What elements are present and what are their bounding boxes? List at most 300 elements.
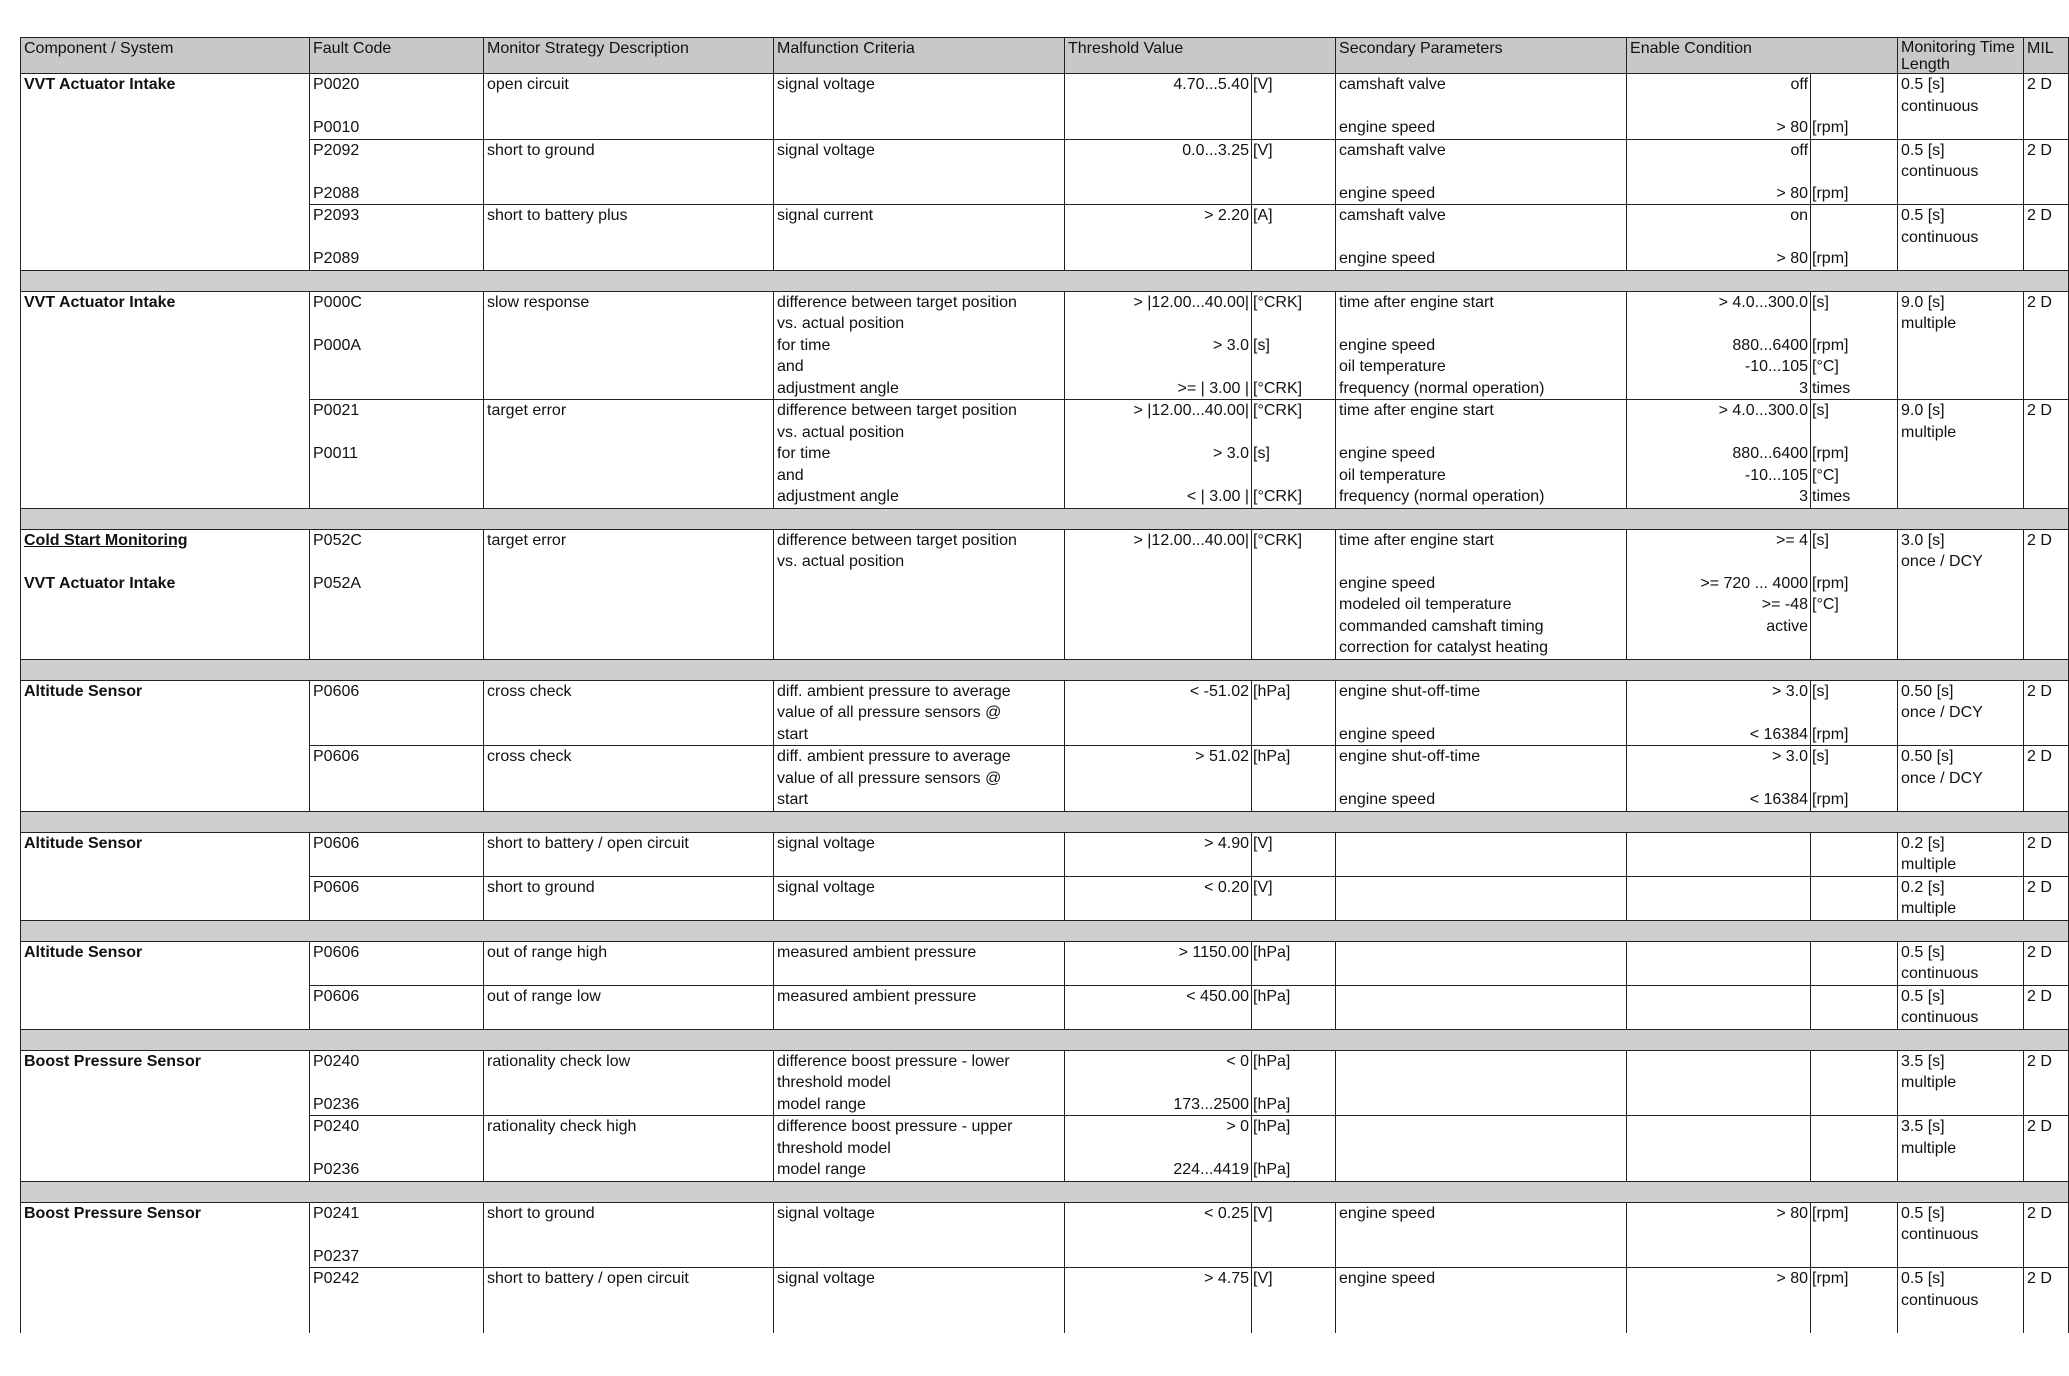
enable-condition-cell-line	[1630, 1159, 1808, 1181]
threshold-unit-cell-line: [hPa]	[1253, 682, 1291, 700]
threshold-value-cell-line	[1068, 465, 1249, 487]
malfunction-criteria-cell-line: adjustment angle	[777, 488, 899, 505]
mil-cell	[2024, 1268, 2069, 1333]
enable-unit-cell	[1811, 205, 1898, 271]
enable-condition-cell	[1627, 1268, 1811, 1333]
threshold-unit-cell-line	[1253, 1007, 1332, 1029]
monitoring-time-cell-line: 0.50 [s]	[1901, 748, 1954, 765]
enable-unit-cell	[1811, 139, 1898, 205]
fault-code-cell-line	[313, 854, 480, 876]
mil-cell	[2024, 400, 2069, 509]
fault-code-cell-line	[313, 1072, 480, 1094]
malfunction-criteria-cell	[774, 985, 1065, 1029]
malfunction-criteria-cell-line: measured ambient pressure	[777, 943, 977, 961]
fault-code-cell-line: P052A	[313, 574, 362, 592]
enable-condition-cell-line	[1630, 313, 1808, 335]
threshold-unit-cell	[1252, 985, 1336, 1029]
fault-code-cell-line	[313, 1311, 480, 1333]
group-separator	[21, 920, 2069, 941]
fault-code-cell-line: P0011	[313, 445, 359, 462]
fault-code-cell-line	[313, 616, 480, 638]
malfunction-criteria-cell	[774, 400, 1065, 509]
threshold-unit-cell-line	[1253, 313, 1332, 335]
threshold-value-cell-line	[1068, 724, 1249, 746]
fault-code-cell-line: P0010	[313, 119, 360, 136]
secondary-parameter-cell-line: correction for catalyst heating	[1339, 639, 1549, 656]
fault-code-cell-line	[313, 378, 480, 400]
enable-condition-cell-line: on	[1790, 207, 1809, 224]
monitoring-time-cell-line	[1901, 616, 2020, 638]
threshold-value-cell-line	[1068, 616, 1249, 638]
fault-code-cell-line	[313, 1138, 480, 1160]
malfunction-criteria-cell-line	[777, 1290, 1061, 1312]
monitoring-time-cell-line: multiple	[1901, 423, 1957, 441]
enable-condition-cell-line	[1630, 986, 1808, 1008]
secondary-parameter-cell-line	[1339, 898, 1623, 920]
secondary-parameter-cell-line: engine speed	[1339, 119, 1436, 136]
secondary-parameter-cell-line	[1339, 1246, 1623, 1268]
mil-value: 2 D	[2027, 76, 2052, 93]
monitoring-time-cell-line	[1901, 1246, 2020, 1268]
fault-code-cell	[310, 985, 484, 1029]
secondary-parameter-cell-line: engine speed	[1339, 250, 1436, 267]
enable-unit-cell	[1811, 680, 1898, 746]
fault-code-cell-line: P2092	[313, 141, 360, 159]
header-mil: MIL	[2024, 38, 2069, 74]
separator-cell	[21, 920, 2069, 941]
table-row	[21, 832, 2069, 876]
fault-code-cell-line	[313, 313, 480, 335]
threshold-value-cell	[1065, 680, 1252, 746]
malfunction-criteria-cell-line: difference between target position	[777, 402, 1017, 419]
secondary-parameter-cell	[1336, 1268, 1627, 1333]
fault-code-cell-line	[313, 486, 480, 508]
fault-code-cell-line: P0236	[313, 1161, 360, 1178]
malfunction-criteria-cell-line: and	[777, 358, 804, 375]
secondary-parameter-cell-line: engine speed	[1339, 336, 1436, 354]
threshold-value-cell-line	[1068, 702, 1249, 724]
enable-unit-cell-line: [rpm]	[1812, 574, 1849, 592]
malfunction-criteria-cell-line	[777, 183, 1061, 205]
malfunction-criteria-cell-line	[777, 161, 1061, 183]
monitoring-time-cell	[1898, 746, 2024, 812]
enable-unit-cell	[1811, 74, 1898, 140]
component-cell	[21, 832, 310, 920]
enable-condition-cell-line: >= -48	[1761, 596, 1809, 613]
fault-code-cell-line: P0606	[313, 682, 360, 700]
enable-condition-cell-line	[1630, 1290, 1808, 1312]
enable-unit-cell-line	[1812, 1159, 1894, 1181]
threshold-unit-cell-line: [hPa]	[1253, 943, 1291, 961]
enable-unit-cell-line	[1812, 963, 1894, 985]
fault-code-cell-line	[313, 227, 480, 249]
monitoring-time-cell	[1898, 139, 2024, 205]
component-cell	[21, 941, 310, 1029]
monitoring-time-cell-line: continuous	[1901, 1226, 1979, 1243]
mil-value: 2 D	[2027, 748, 2052, 765]
malfunction-criteria-cell	[774, 291, 1065, 400]
monitor-description-cell	[484, 941, 774, 985]
enable-unit-cell-line: [rpm]	[1812, 1204, 1849, 1222]
group-separator	[21, 659, 2069, 680]
secondary-parameter-cell	[1336, 876, 1627, 920]
secondary-parameter-cell-line: engine speed	[1339, 1270, 1436, 1287]
secondary-parameter-cell	[1336, 746, 1627, 812]
monitoring-time-cell-line: continuous	[1901, 1009, 1979, 1026]
enable-condition-cell-line: 880...6400	[1732, 336, 1809, 354]
enable-unit-cell-line	[1812, 1007, 1894, 1029]
monitoring-time-cell-line: continuous	[1901, 965, 1979, 982]
malfunction-criteria-cell-line: for time	[777, 336, 831, 354]
malfunction-criteria-cell-line: signal voltage	[777, 76, 875, 93]
fault-code-cell	[310, 876, 484, 920]
threshold-unit-cell-line: [°CRK]	[1253, 531, 1303, 549]
threshold-unit-cell-line	[1253, 789, 1332, 811]
table-row	[21, 1050, 2069, 1116]
mil-value: 2 D	[2027, 987, 2052, 1005]
threshold-value-cell-line: 224...4419	[1173, 1161, 1249, 1178]
monitoring-time-cell-line: multiple	[1901, 1074, 1957, 1091]
mil-value: 2 D	[2027, 834, 2052, 852]
monitoring-time-cell-line: continuous	[1901, 1291, 1979, 1309]
enable-unit-cell-line: [°C]	[1812, 358, 1839, 375]
fault-code-cell-line	[313, 594, 480, 616]
group-separator	[21, 1181, 2069, 1202]
enable-condition-cell-line	[1630, 1311, 1808, 1333]
group-separator	[21, 508, 2069, 529]
malfunction-criteria-cell-line	[777, 963, 1061, 985]
fault-code-cell	[310, 746, 484, 812]
threshold-value-cell	[1065, 1268, 1252, 1333]
threshold-unit-cell-line: [V]	[1253, 878, 1273, 896]
monitoring-time-cell-line: multiple	[1901, 900, 1957, 917]
enable-condition-cell-line: > 80	[1776, 1270, 1809, 1287]
threshold-value-cell-line: < 0	[1226, 1052, 1249, 1070]
threshold-value-cell	[1065, 1116, 1252, 1182]
monitoring-time-cell-line	[1901, 486, 2020, 508]
enable-condition-cell-line: >= 4	[1775, 531, 1809, 549]
threshold-unit-cell-line	[1253, 161, 1332, 183]
component-name: Altitude Sensor	[24, 943, 143, 961]
fault-code-cell	[310, 205, 484, 271]
threshold-unit-cell-line	[1253, 724, 1332, 746]
secondary-parameter-cell-line	[1339, 768, 1623, 790]
malfunction-criteria-cell-line: for time	[777, 445, 831, 462]
table-row	[21, 291, 2069, 400]
monitoring-time-cell-line: continuous	[1901, 228, 1979, 246]
monitoring-time-cell	[1898, 832, 2024, 876]
enable-unit-cell-line	[1812, 313, 1894, 335]
threshold-unit-cell	[1252, 1268, 1336, 1333]
monitoring-time-cell-line: once / DCY	[1901, 553, 1983, 570]
threshold-value-cell	[1065, 985, 1252, 1029]
malfunction-criteria-cell-line	[777, 1311, 1061, 1333]
secondary-parameter-cell-line: engine speed	[1339, 791, 1436, 808]
fault-code-cell	[310, 291, 484, 400]
threshold-unit-cell-line	[1253, 117, 1332, 139]
threshold-unit-cell-line: [hPa]	[1253, 1161, 1291, 1178]
fault-code-cell-line: P0606	[313, 834, 360, 852]
secondary-parameter-cell-line: commanded camshaft timing	[1339, 617, 1544, 635]
enable-unit-cell-line	[1812, 205, 1894, 227]
header-secondary-parameters: Secondary Parameters	[1336, 38, 1627, 74]
enable-unit-cell-line: [rpm]	[1812, 250, 1849, 267]
threshold-value-cell-line: >= | 3.00 |	[1177, 379, 1249, 397]
secondary-parameter-cell	[1336, 529, 1627, 659]
enable-condition-cell-line	[1630, 942, 1808, 964]
separator-cell	[21, 1029, 2069, 1050]
threshold-unit-cell-line	[1253, 227, 1332, 249]
enable-condition-cell-line: > 80	[1776, 1204, 1809, 1222]
enable-unit-cell-line	[1812, 986, 1894, 1008]
component-cell	[21, 1202, 310, 1333]
enable-condition-cell-line: < 16384	[1749, 791, 1809, 808]
fault-code-cell-line: P0606	[313, 878, 360, 896]
fault-code-cell	[310, 139, 484, 205]
threshold-unit-cell-line: [°CRK]	[1253, 488, 1303, 505]
secondary-parameter-cell	[1336, 205, 1627, 271]
fault-code-cell	[310, 941, 484, 985]
threshold-value-cell-line	[1068, 117, 1249, 139]
enable-condition-cell-line	[1630, 1094, 1808, 1116]
malfunction-criteria-cell-line: vs. actual position	[777, 423, 905, 441]
threshold-unit-cell-line: [hPa]	[1253, 987, 1291, 1005]
fault-code-cell-line: P000A	[313, 336, 362, 354]
enable-condition-cell-line	[1630, 854, 1808, 876]
fault-code-cell-line: P2089	[313, 250, 360, 267]
monitoring-time-cell	[1898, 400, 2024, 509]
threshold-unit-cell-line	[1253, 356, 1332, 378]
enable-unit-cell-line	[1812, 1246, 1894, 1268]
secondary-parameter-cell	[1336, 680, 1627, 746]
enable-unit-cell-line: [rpm]	[1812, 445, 1849, 462]
mil-value: 2 D	[2027, 1270, 2052, 1287]
secondary-parameter-cell-line	[1339, 854, 1623, 876]
malfunction-criteria-cell-line: difference boost pressure - lower	[777, 1052, 1010, 1070]
malfunction-criteria-cell-line: signal voltage	[777, 878, 875, 896]
secondary-parameter-cell-line	[1339, 1224, 1623, 1246]
threshold-unit-cell-line: [A]	[1253, 207, 1273, 224]
threshold-unit-cell-line	[1253, 1290, 1332, 1312]
threshold-value-cell-line: > |12.00...40.00|	[1133, 402, 1249, 419]
threshold-unit-cell-line	[1253, 573, 1332, 595]
secondary-parameter-cell-line: camshaft valve	[1339, 141, 1446, 159]
enable-unit-cell-line	[1812, 227, 1894, 249]
monitoring-time-cell-line: 0.5 [s]	[1901, 76, 1945, 93]
malfunction-criteria-cell	[774, 1202, 1065, 1268]
monitoring-time-cell-line	[1901, 356, 2020, 378]
component-cell	[21, 529, 310, 659]
fault-code-cell-line: P000C	[313, 293, 362, 311]
enable-condition-cell	[1627, 74, 1811, 140]
threshold-value-cell-line: 173...2500	[1173, 1095, 1249, 1113]
enable-condition-cell-line	[1630, 1246, 1808, 1268]
fault-code-cell-line: P0606	[313, 748, 360, 765]
monitoring-time-cell-line: once / DCY	[1901, 704, 1983, 721]
threshold-unit-cell-line: [V]	[1253, 834, 1273, 852]
mil-cell	[2024, 139, 2069, 205]
threshold-value-cell-line: < 0.20	[1204, 878, 1249, 896]
secondary-parameter-cell-line	[1339, 1159, 1623, 1181]
threshold-unit-cell-line	[1253, 248, 1332, 270]
monitor-description: slow response	[487, 293, 590, 311]
fault-code-cell-line: P052C	[313, 531, 362, 549]
fault-code-cell-line: P0606	[313, 943, 360, 961]
enable-condition-cell	[1627, 941, 1811, 985]
header-fault-code: Fault Code	[310, 38, 484, 74]
threshold-value-cell-line	[1068, 1246, 1249, 1268]
threshold-unit-cell-line	[1253, 1224, 1332, 1246]
threshold-unit-cell-line: [hPa]	[1253, 1052, 1291, 1070]
enable-unit-cell-line: [rpm]	[1812, 1270, 1849, 1287]
monitoring-time-cell-line: 0.5 [s]	[1901, 987, 1945, 1005]
enable-unit-cell	[1811, 1202, 1898, 1268]
threshold-unit-cell	[1252, 205, 1336, 271]
threshold-value-cell-line: > 2.20	[1204, 207, 1249, 224]
monitor-description-cell	[484, 832, 774, 876]
mil-value: 2 D	[2027, 207, 2052, 224]
component-name: VVT Actuator Intake	[24, 574, 176, 592]
mil-cell	[2024, 74, 2069, 140]
malfunction-criteria-cell-line: threshold model	[777, 1139, 891, 1157]
threshold-value-cell-line: < 0.25	[1204, 1204, 1249, 1222]
threshold-value-cell	[1065, 746, 1252, 812]
threshold-unit-cell-line: [V]	[1253, 1270, 1273, 1287]
malfunction-criteria-cell-line: adjustment angle	[777, 379, 899, 397]
fault-code-cell-line: P0242	[313, 1270, 360, 1287]
secondary-parameter-cell-line: oil temperature	[1339, 358, 1446, 375]
mil-cell	[2024, 1050, 2069, 1116]
enable-condition-cell-line: > 4.0...300.0	[1718, 293, 1809, 311]
enable-unit-cell	[1811, 746, 1898, 812]
monitoring-time-cell-line: 0.5 [s]	[1901, 1270, 1945, 1287]
threshold-value-cell-line: < | 3.00 |	[1186, 488, 1249, 505]
malfunction-criteria-cell-line	[777, 248, 1061, 270]
monitoring-time-cell	[1898, 876, 2024, 920]
threshold-value-cell-line	[1068, 1072, 1249, 1094]
monitoring-time-cell-line	[1901, 248, 2020, 270]
malfunction-criteria-cell-line: difference between target position	[777, 531, 1017, 549]
header-enable-condition: Enable Condition	[1627, 38, 1898, 74]
monitor-description: cross check	[487, 682, 572, 700]
enable-unit-cell-line	[1812, 96, 1894, 118]
threshold-unit-cell-line	[1253, 422, 1332, 444]
threshold-value-cell-line	[1068, 637, 1249, 659]
monitoring-time-cell-line: continuous	[1901, 97, 1979, 115]
fault-code-cell	[310, 832, 484, 876]
secondary-parameter-cell-line: camshaft valve	[1339, 207, 1446, 224]
enable-unit-cell-line	[1812, 1311, 1894, 1333]
fault-code-cell-line	[313, 1224, 480, 1246]
monitoring-time-cell	[1898, 1268, 2024, 1333]
threshold-value-cell-line	[1068, 1290, 1249, 1312]
enable-condition-cell-line: off	[1790, 141, 1809, 159]
threshold-unit-cell-line: [°CRK]	[1253, 402, 1303, 419]
fault-code-cell-line	[313, 789, 480, 811]
monitoring-time-cell-line: 3.5 [s]	[1901, 1118, 1945, 1135]
threshold-unit-cell-line	[1253, 1072, 1332, 1094]
enable-condition-cell-line: > 3.0	[1771, 682, 1809, 700]
monitor-description-cell	[484, 746, 774, 812]
threshold-value-cell-line	[1068, 1224, 1249, 1246]
secondary-parameter-cell-line: oil temperature	[1339, 466, 1446, 484]
separator-cell	[21, 270, 2069, 291]
fault-code-cell	[310, 680, 484, 746]
table-row	[21, 1202, 2069, 1268]
secondary-parameter-cell-line: engine shut-off-time	[1339, 748, 1481, 765]
mil-cell	[2024, 1202, 2069, 1268]
malfunction-criteria-cell-line	[777, 594, 1061, 616]
enable-condition-cell-line: -10...105	[1744, 358, 1809, 375]
fault-code-cell	[310, 400, 484, 509]
monitor-description-cell	[484, 1116, 774, 1182]
malfunction-criteria-cell	[774, 74, 1065, 140]
monitor-description-cell	[484, 529, 774, 659]
threshold-value-cell-line	[1068, 963, 1249, 985]
monitoring-time-cell	[1898, 941, 2024, 985]
fault-code-cell-line: P0236	[313, 1095, 360, 1113]
malfunction-criteria-cell-line: start	[777, 791, 809, 808]
enable-unit-cell-line	[1812, 1116, 1894, 1138]
monitoring-time-cell	[1898, 205, 2024, 271]
enable-unit-cell-line: [°C]	[1812, 596, 1839, 613]
threshold-unit-cell-line: [s]	[1253, 336, 1270, 354]
monitoring-time-cell-line	[1901, 594, 2020, 616]
threshold-unit-cell	[1252, 680, 1336, 746]
threshold-unit-cell-line: [V]	[1253, 76, 1273, 93]
fault-code-cell-line: P0606	[313, 987, 360, 1005]
table-row	[21, 680, 2069, 746]
enable-unit-cell-line: [rpm]	[1812, 336, 1849, 354]
secondary-parameter-cell	[1336, 941, 1627, 985]
fault-code-cell-line	[313, 768, 480, 790]
table-row	[21, 1268, 2069, 1333]
fault-code-cell-line	[313, 422, 480, 444]
monitoring-time-cell-line: 0.5 [s]	[1901, 1204, 1945, 1222]
enable-unit-cell-line	[1812, 1094, 1894, 1116]
fault-code-cell-line: P0240	[313, 1052, 360, 1070]
enable-condition-cell	[1627, 400, 1811, 509]
table-row	[21, 1116, 2069, 1182]
fault-code-cell-line	[313, 551, 480, 573]
threshold-unit-cell-line: [hPa]	[1253, 748, 1291, 765]
enable-unit-cell-line	[1812, 140, 1894, 162]
enable-condition-cell-line	[1630, 768, 1808, 790]
component-name: VVT Actuator Intake	[24, 76, 176, 93]
threshold-value-cell-line: > 1150.00	[1178, 943, 1249, 961]
mil-cell	[2024, 680, 2069, 746]
monitor-description-cell	[484, 139, 774, 205]
threshold-value-cell-line	[1068, 1311, 1249, 1333]
malfunction-criteria-cell-line: difference boost pressure - upper	[777, 1118, 1013, 1135]
enable-condition-cell	[1627, 529, 1811, 659]
enable-unit-cell-line: [s]	[1812, 402, 1829, 419]
mil-cell	[2024, 291, 2069, 400]
header-row	[21, 38, 2069, 74]
threshold-value-cell	[1065, 529, 1252, 659]
malfunction-criteria-cell-line: difference between target position	[777, 293, 1017, 311]
secondary-parameter-cell-line: engine speed	[1339, 574, 1436, 592]
threshold-value-cell-line: < 450.00	[1186, 987, 1249, 1005]
malfunction-criteria-cell-line: model range	[777, 1161, 866, 1178]
threshold-unit-cell-line: [hPa]	[1253, 1118, 1291, 1135]
enable-condition-cell-line	[1630, 1138, 1808, 1160]
threshold-value-cell-line	[1068, 1138, 1249, 1160]
enable-condition-cell-line: 3	[1799, 488, 1809, 505]
monitoring-time-cell-line: 9.0 [s]	[1901, 402, 1945, 419]
component-cell	[21, 74, 310, 271]
enable-unit-cell-line	[1812, 1072, 1894, 1094]
